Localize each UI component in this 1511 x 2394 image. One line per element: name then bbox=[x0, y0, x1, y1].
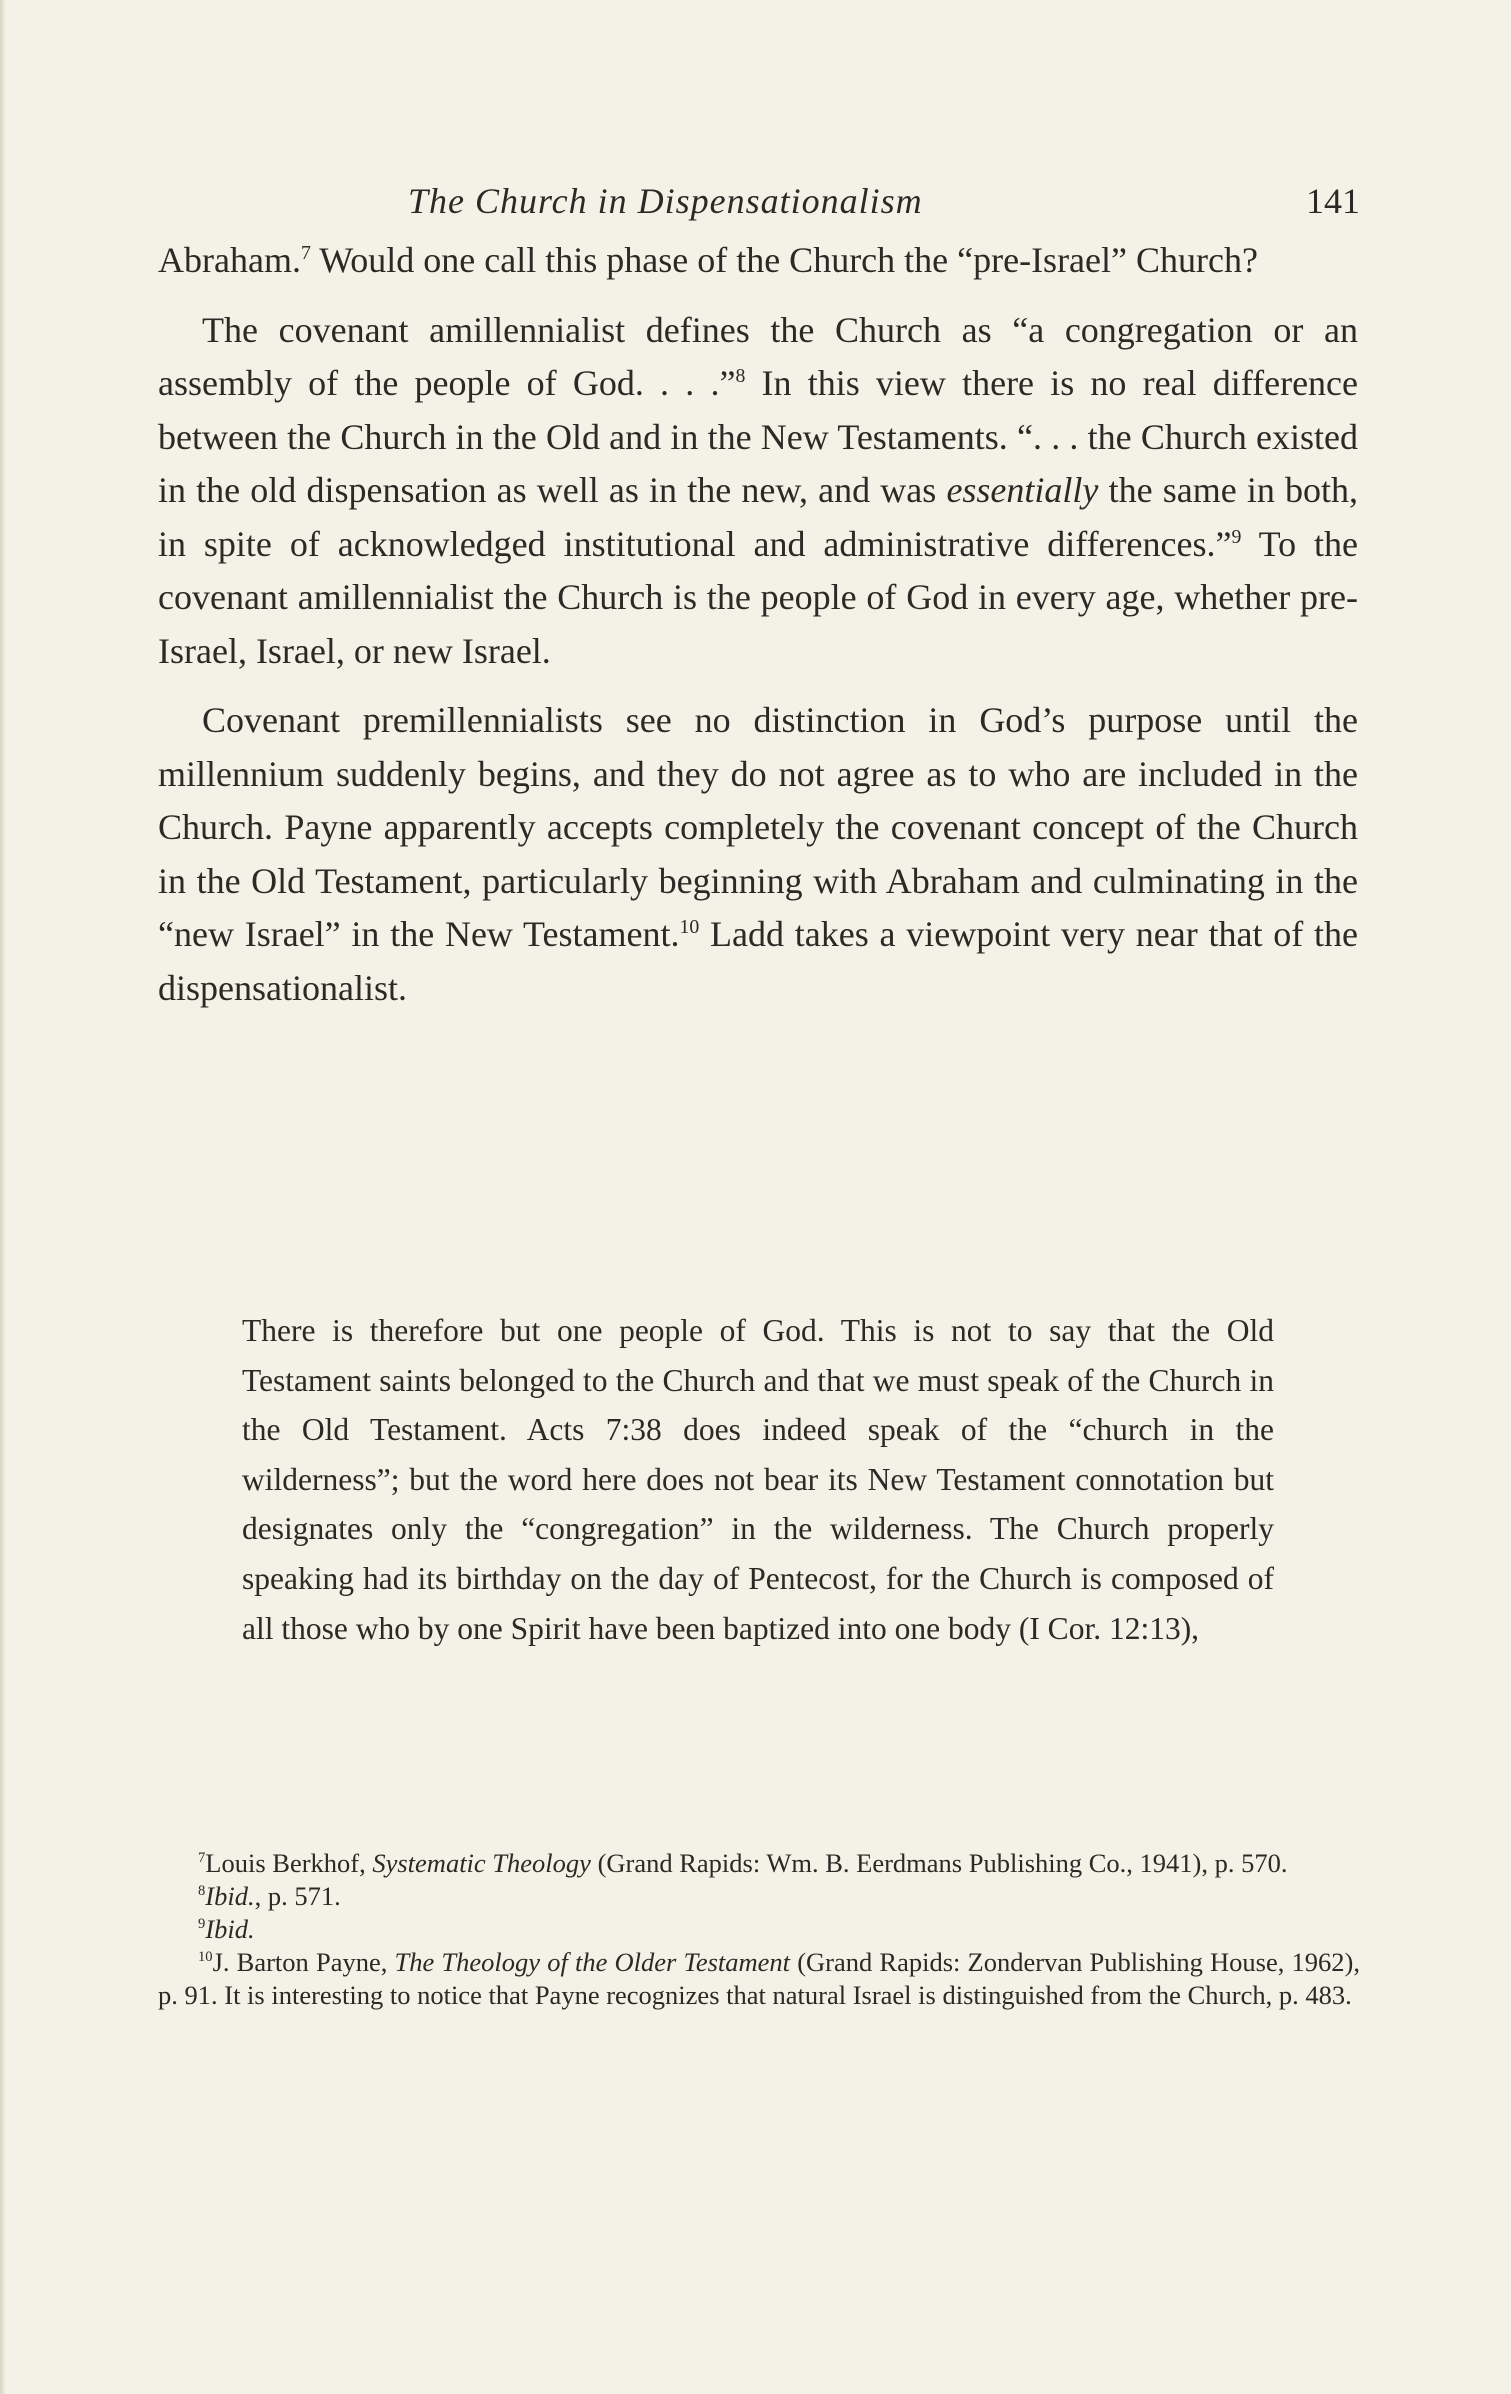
book-title: Ibid. bbox=[205, 1914, 255, 1944]
main-text bbox=[158, 234, 1358, 1031]
footnote-number: 10 bbox=[198, 1949, 213, 1966]
text-run: (Grand Rapids: Wm. B. Eerdmans Publishing Co., 1941), p. 570. bbox=[590, 1848, 1288, 1878]
book-title: Systematic Theology bbox=[372, 1848, 591, 1878]
footnotes bbox=[158, 1847, 1360, 2012]
footnote-8 bbox=[158, 1880, 1360, 1913]
footnote-10 bbox=[158, 1946, 1360, 2012]
text-run: Louis Berkhof, bbox=[205, 1848, 373, 1878]
page-number: 141 bbox=[1306, 181, 1360, 221]
text-run: Covenant premillennialists see no distinction in God’s purpose until the millennium suddenly begins, and they do not agree as to who are included in the Church. Payne apparently accepts completely the covenant concept of the Church in the Old Testament, particularly beginning with Abraham and culminating in the “new Israel” in the New Testament. bbox=[158, 700, 1358, 954]
text-run: The covenant amillennialist defines the Church as “a congregation or an assembly of the people of God. . . .” bbox=[158, 309, 1358, 403]
footnote-ref-8: 8 bbox=[735, 365, 746, 387]
footnote-9 bbox=[158, 1913, 1360, 1946]
text-run: Would one call this phase of the Church the “pre-Israel” Church? bbox=[310, 240, 1258, 280]
footnote-ref-9: 9 bbox=[1231, 525, 1242, 548]
book-title: Ibid. bbox=[205, 1881, 255, 1911]
paragraph-2 bbox=[158, 304, 1358, 679]
text-run: To the covenant amillennialist the Church is the people of God in every age, whether pre-Israel, Israel, or new Israel. bbox=[158, 523, 1358, 671]
footnote-ref-10: 10 bbox=[679, 916, 700, 938]
text-run: Abraham. bbox=[158, 240, 301, 280]
text-run: J. Barton Payne, bbox=[212, 1947, 395, 1977]
running-title: The Church in Dispensationalism bbox=[408, 181, 923, 221]
footnote-ref-7: 7 bbox=[300, 242, 311, 264]
text-run: , p. 571. bbox=[254, 1881, 341, 1911]
text-run: Ladd takes a viewpoint very near that of the dispensationalist. bbox=[158, 914, 1358, 1008]
text-run: the same in both, in spite of acknowledged institutional and administrative differences.” bbox=[158, 470, 1358, 564]
running-header bbox=[160, 180, 1360, 230]
footnote-number: 9 bbox=[198, 1916, 206, 1933]
footnote-number: 7 bbox=[198, 1850, 206, 1867]
footnote-7 bbox=[158, 1847, 1360, 1880]
book-title: The Theology of the Older Testament bbox=[394, 1947, 791, 1977]
page-binding-edge bbox=[0, 0, 6, 2394]
italic-emphasis: essentially bbox=[946, 470, 1099, 510]
paragraph-1 bbox=[158, 234, 1358, 288]
text-run: (Grand Rapids: Zondervan Publishing House, 1962), p. 91. It is interesting to notice that Payne recognizes that natural Israel is distinguished from the Church, p. 483. bbox=[158, 1947, 1360, 2010]
footnote-number: 8 bbox=[198, 1883, 206, 1900]
block-quote bbox=[242, 1306, 1274, 1653]
paragraph-3 bbox=[158, 694, 1358, 1015]
block-quote-text: There is therefore but one people of God. This is not to say that the Old Testament saints belonged to the Church and that we must speak of the Church in the Old Testament. Acts 7:38 does indeed speak of the “church in the wilderness”; but the word here does not bear its New Testament connotation but designates only the “congregation” in the wilderness. The Church properly speaking had its birthday on the day of Pentecost, for the Church is composed of all those who by one Spirit have been baptized into one body (I Cor. 12:13), bbox=[242, 1313, 1274, 1646]
text-run: In this view there is no real difference between the Church in the Old and in the New Testaments. “. . . the Church existed in the old dispensation as well as in the new, and was bbox=[158, 363, 1358, 510]
